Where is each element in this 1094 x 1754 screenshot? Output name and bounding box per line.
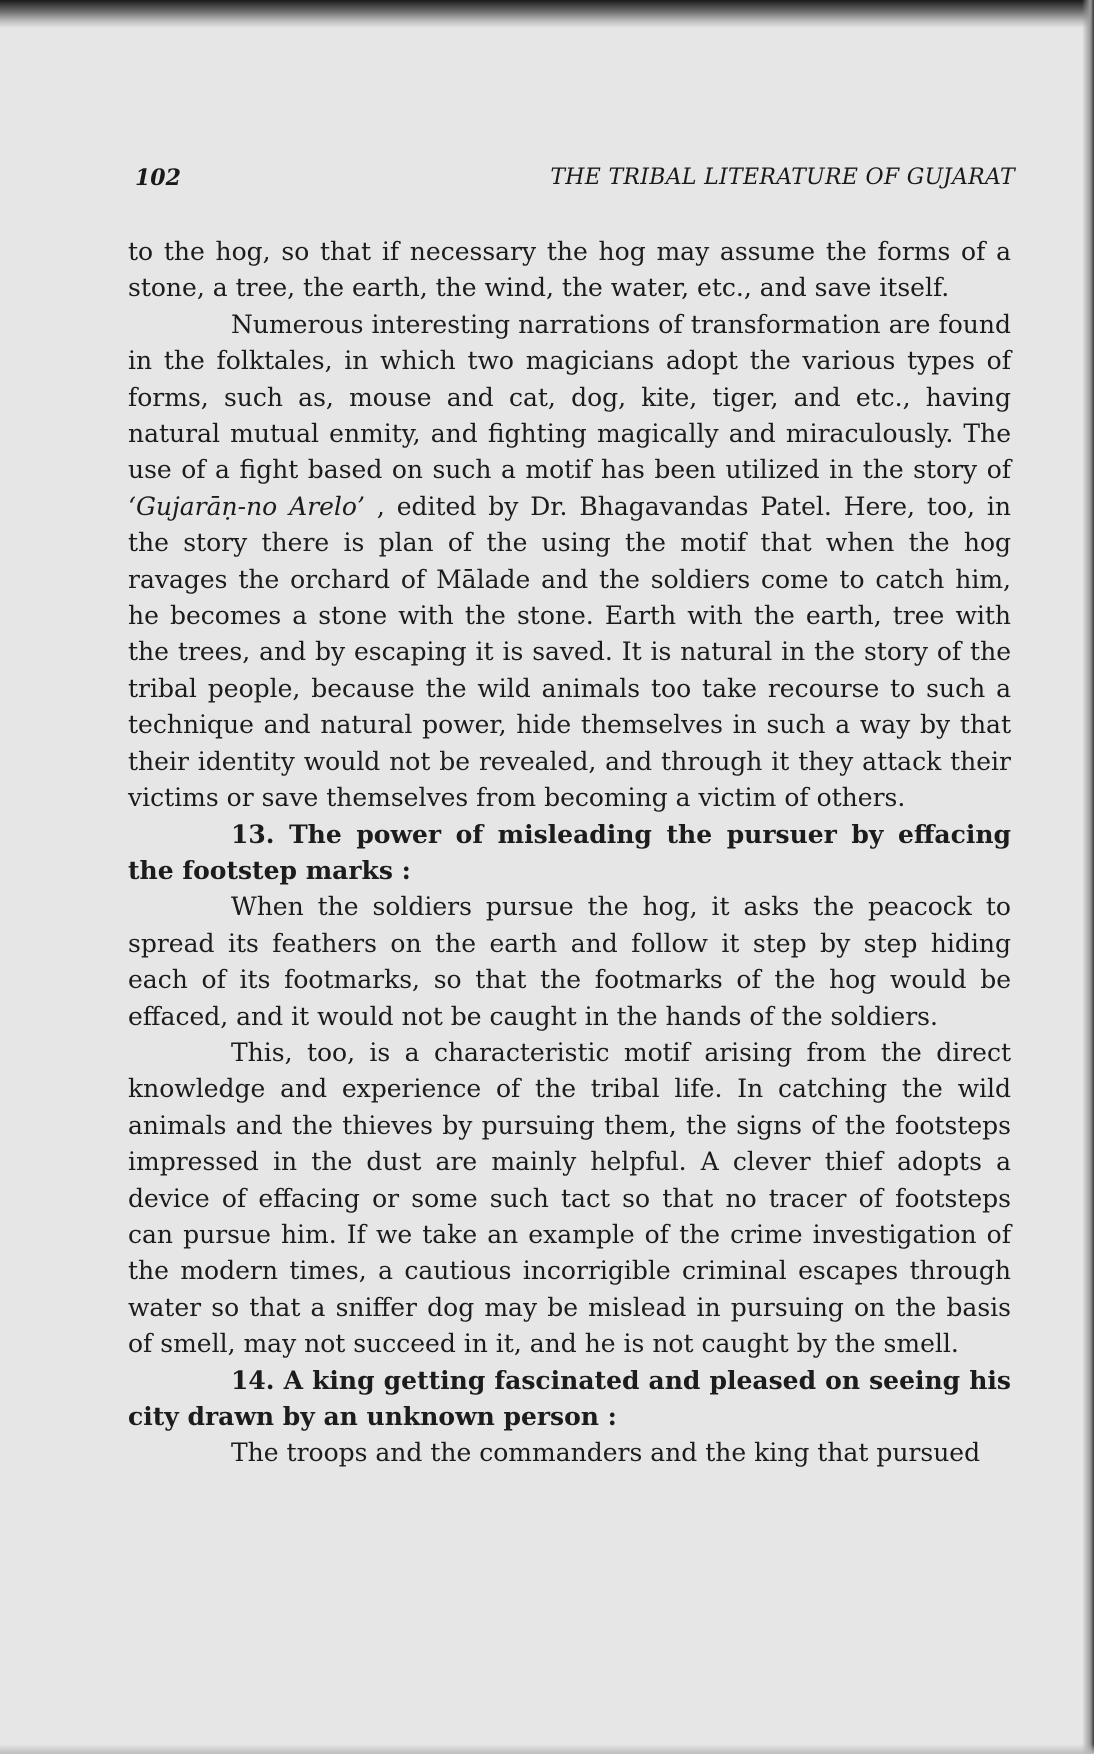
paragraph-continuation: to the hog, so that if necessary the hog may assume the forms of a stone, a tree, the earth, the wind, the water, etc., and save itself. bbox=[128, 237, 1011, 303]
running-title: THE TRIBAL LITERATURE OF GUJARAT bbox=[550, 165, 1015, 190]
scan-bottom-edge bbox=[0, 1744, 1094, 1754]
paragraph-text: Numerous interesting narrations of transformation are found in the folktales, in which two magicians adopt the various types of forms, such as, mouse and cat, dog, kite, tiger, and etc., having natural mutual enmity, and fighting magically and miraculously. The use of a fight based on such a motif has been utilized in the story of bbox=[128, 309, 1011, 485]
story-title: ‘Gujarāṇ-no Arelo’ bbox=[128, 491, 365, 521]
page-header bbox=[135, 165, 1015, 197]
section-heading-14: 14. A king getting fascinated and pleased on seeing his city drawn by an unknown person : bbox=[128, 1365, 1011, 1431]
body-text bbox=[128, 234, 1011, 1472]
paragraph-troops: The troops and the commanders and the king that pursued bbox=[231, 1438, 981, 1468]
paragraph-footsteps-motif: This, too, is a characteristic motif arising from the direct knowledge and experience of the tribal life. In catching the wild animals and the thieves by pursuing them, the signs of the footsteps impressed in the dust are mainly helpful. A clever thief adopts a device of effacing or some such tact so that no tracer of footsteps can pursue him. If we take an example of the crime investigation of the modern times, a cautious incorrigible criminal escapes through water so that a sniffer dog may be mislead in pursuing on the basis of smell, may not succeed in it, and he is not caught by the smell. bbox=[128, 1037, 1011, 1359]
scan-top-shadow bbox=[0, 0, 1094, 28]
paragraph-text: , edited by Dr. Bhagavandas Patel. Here, too, in the story there is plan of the using the motif that when the hog ravages the orchard of Mālade and the soldiers come to catch him, he becomes a stone with the stone. Earth with the earth, tree with the trees, and by escaping it is saved. It is natural in the story of the tribal people, because the wild animals too take recourse to such a technique and natural power, hide themselves in such a way by that their identity would not be revealed, and through it they attack their victims or save themselves from becoming a victim of others. bbox=[128, 491, 1011, 813]
page-number: 102 bbox=[135, 165, 181, 191]
scan-right-edge bbox=[1082, 0, 1094, 1754]
section-heading-13: 13. The power of misleading the pursuer by effacing the footstep marks : bbox=[128, 819, 1011, 885]
paragraph-transformation-narrations bbox=[128, 307, 1011, 817]
paragraph-peacock-motif: When the soldiers pursue the hog, it asks the peacock to spread its feathers on the earth and follow it step by step hiding each of its footmarks, so that the footmarks of the hog would be effaced, and it would not be caught in the hands of the soldiers. bbox=[128, 892, 1011, 1031]
